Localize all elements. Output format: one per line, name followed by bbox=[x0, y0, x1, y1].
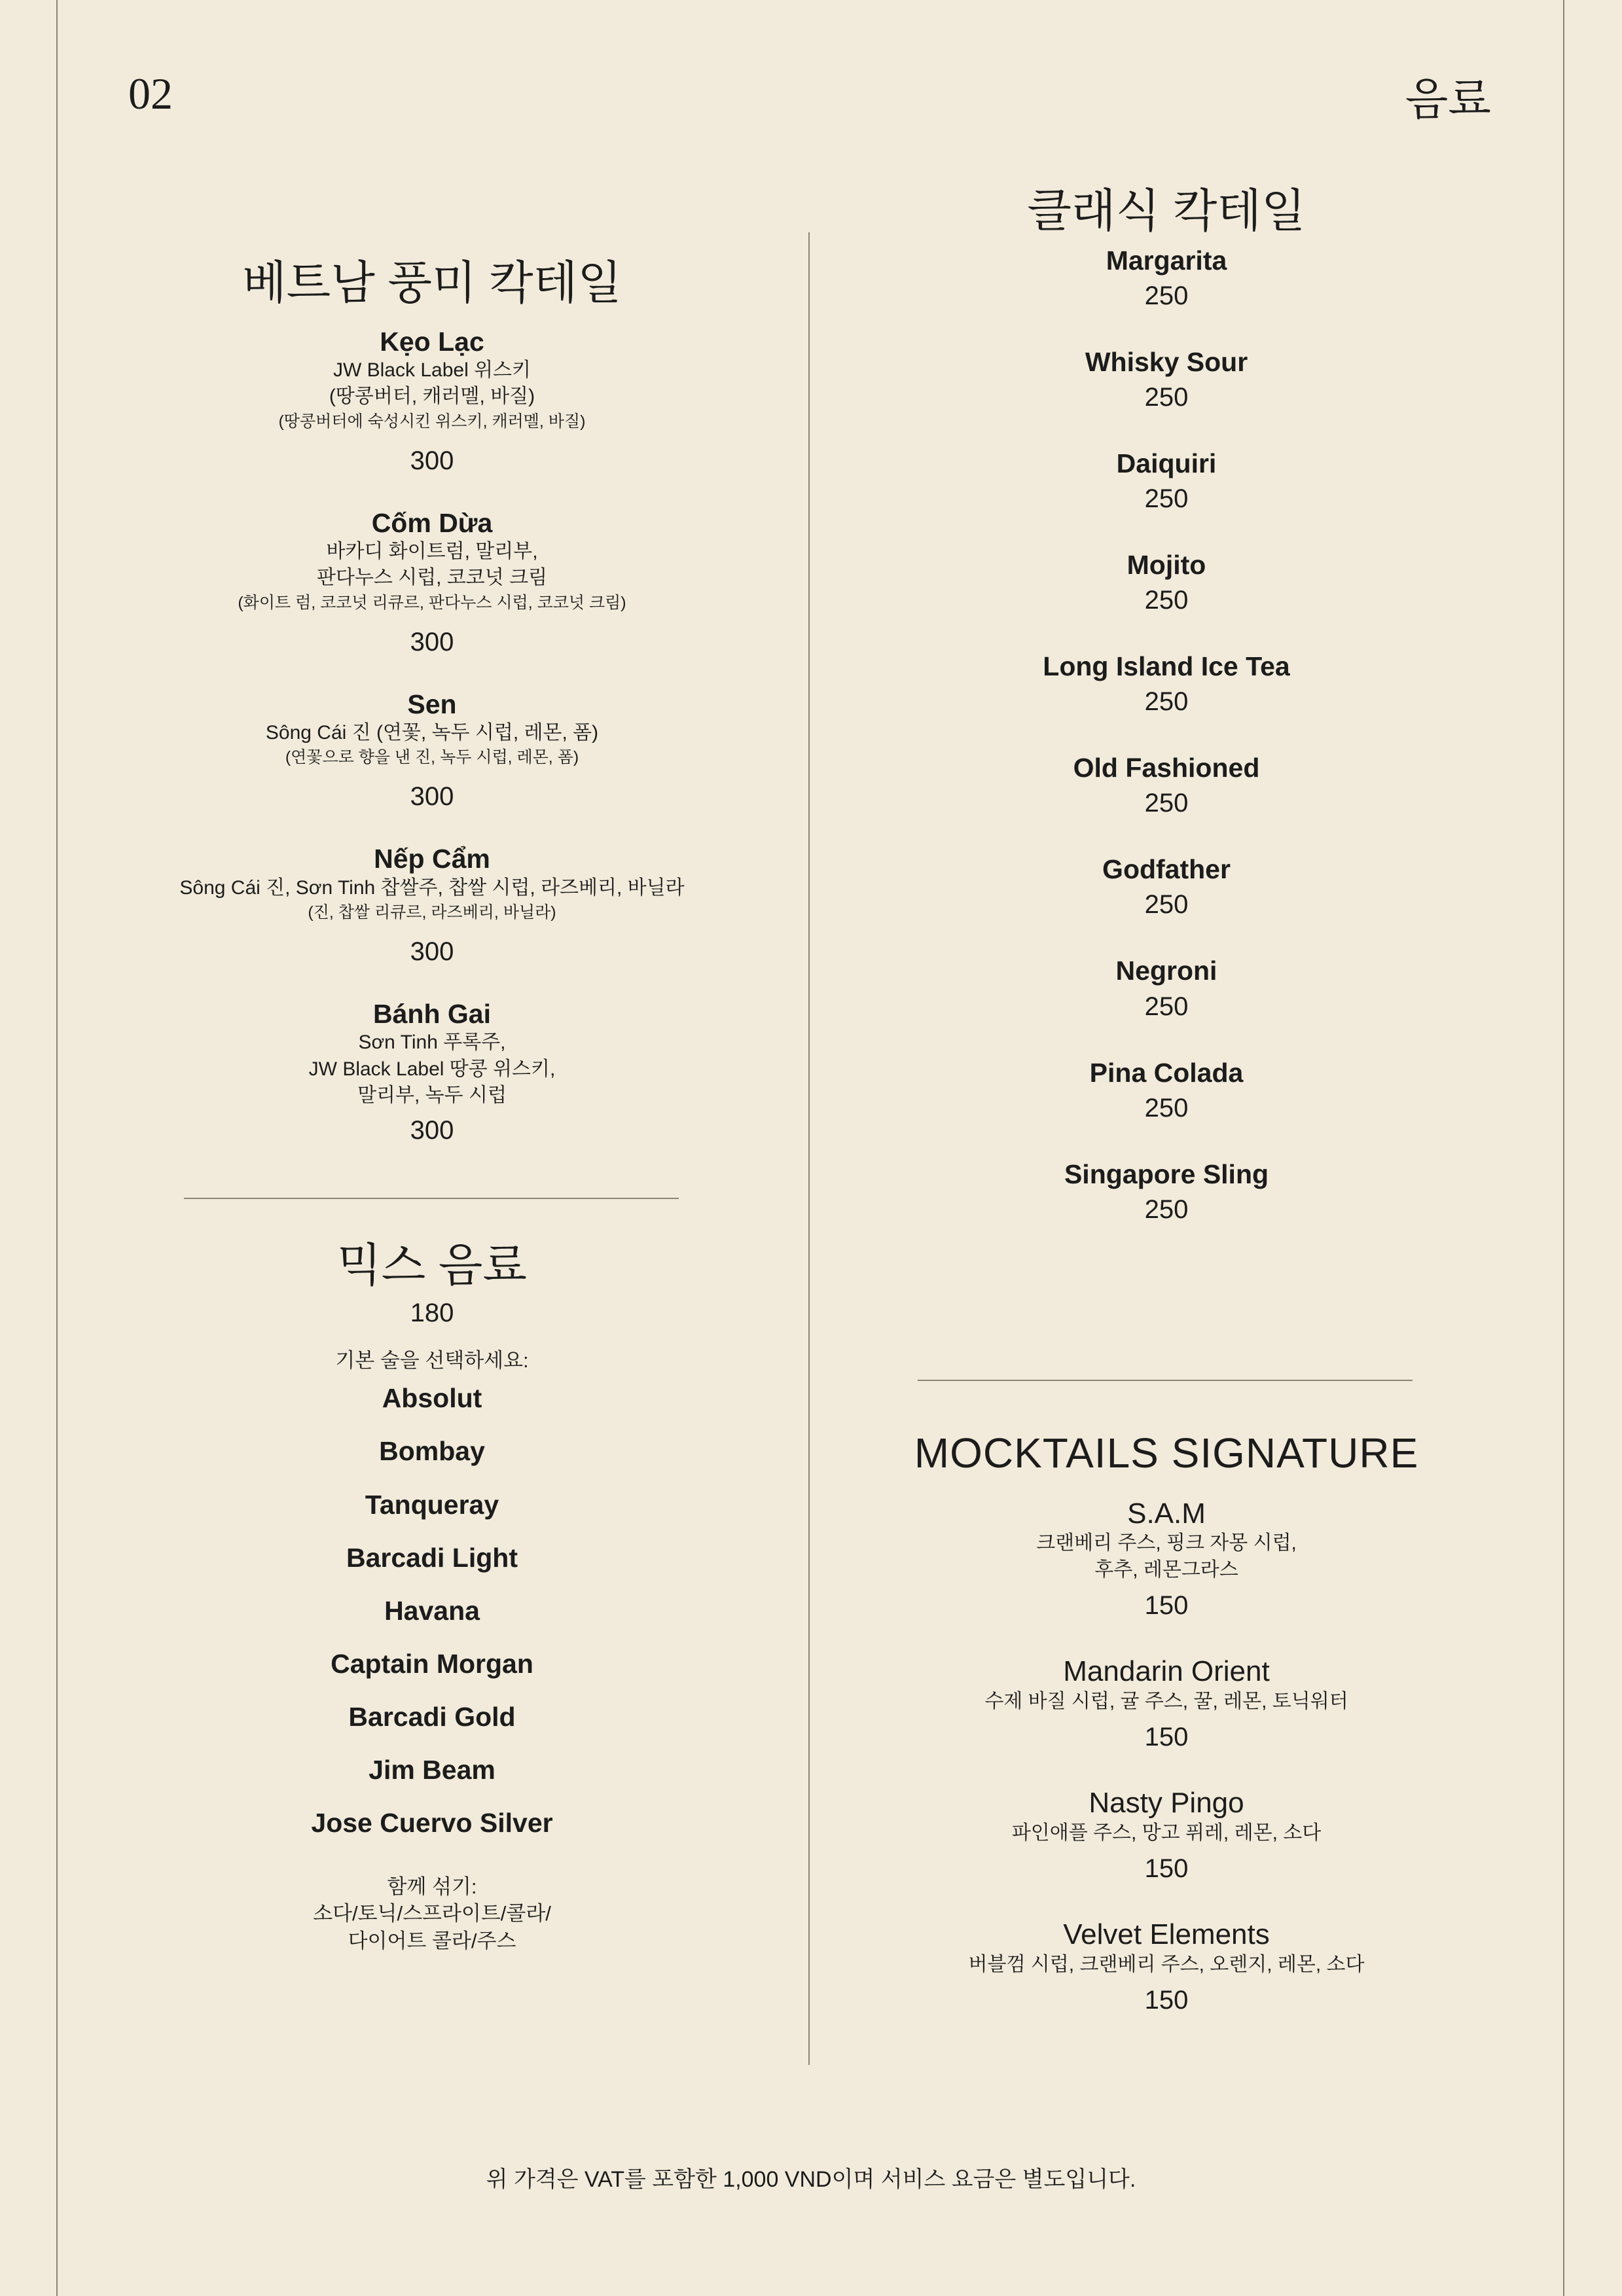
cocktail-note: (땅콩버터에 숙성시킨 위스키, 캐러멜, 바질) bbox=[278, 412, 586, 431]
classic-cocktail-name: Singapore Sling bbox=[1064, 1158, 1269, 1189]
mixer-list bbox=[131, 1900, 733, 1955]
cocktail-name: Kẹo Lạc bbox=[380, 326, 484, 357]
mixer-line: 소다/토닉/스프라이트/콜라/ bbox=[313, 1902, 551, 1926]
mocktails-section bbox=[892, 1429, 1441, 2016]
classic-cocktail-item bbox=[892, 550, 1441, 616]
page-edge-left bbox=[56, 0, 58, 2296]
mocktail-description: 버블껌 시럽, 크랜베리 주스, 오렌지, 레몬, 소다 bbox=[968, 1953, 1365, 1975]
spirit-option: Jim Beam bbox=[369, 1755, 496, 1785]
classic-cocktail-price: 250 bbox=[1144, 890, 1189, 920]
spirit-option: Absolut bbox=[382, 1383, 482, 1414]
mixed-drinks-title: 믹스 음료 bbox=[337, 1240, 527, 1291]
classic-cocktail-price: 250 bbox=[1144, 586, 1189, 615]
classic-cocktail-name: Margarita bbox=[1106, 245, 1227, 276]
vietnamese-cocktails-section bbox=[131, 257, 733, 1146]
mocktail-description: 수제 바질 시럽, 귤 주스, 꿀, 레몬, 토닉워터 bbox=[984, 1690, 1348, 1712]
cocktail-name: Bánh Gai bbox=[373, 999, 491, 1030]
classic-cocktail-name: Godfather bbox=[1102, 854, 1231, 885]
mocktail-price: 150 bbox=[1144, 1986, 1189, 2015]
vietnamese-cocktails-list bbox=[131, 327, 733, 1146]
cocktail-description: 바카디 화이트럼, 말리부, bbox=[326, 540, 538, 562]
cocktail-description: Sông Cái 진 (연꽃, 녹두 시럽, 레몬, 폼) bbox=[265, 721, 599, 744]
column-divider bbox=[808, 232, 810, 2065]
mocktail-description: 파인애플 주스, 망고 퓌레, 레몬, 소다 bbox=[1011, 1821, 1322, 1844]
cocktail-description: 판다누스 시럽, 코코넛 크림 bbox=[316, 567, 548, 589]
mocktail-item bbox=[892, 1498, 1441, 1622]
classic-cocktail-price: 250 bbox=[1144, 1194, 1189, 1224]
classic-cocktail-price: 250 bbox=[1144, 789, 1189, 818]
mocktail-price: 150 bbox=[1144, 1723, 1189, 1752]
mixed-drinks-section bbox=[131, 1239, 733, 1955]
cocktail-item bbox=[131, 327, 733, 476]
mocktail-name: Nasty Pingo bbox=[1089, 1787, 1244, 1820]
classic-cocktail-price: 250 bbox=[1144, 687, 1189, 717]
classic-cocktail-price: 250 bbox=[1144, 484, 1189, 513]
classic-cocktail-name: Negroni bbox=[1115, 956, 1217, 986]
classic-cocktail-item bbox=[892, 245, 1441, 312]
classic-cocktail-item bbox=[892, 956, 1441, 1022]
classic-cocktail-name: Pina Colada bbox=[1089, 1057, 1244, 1088]
mocktail-name: S.A.M bbox=[1127, 1497, 1206, 1530]
mocktail-description: 후추, 레몬그라스 bbox=[1094, 1558, 1238, 1581]
mocktails-list bbox=[892, 1498, 1441, 2017]
classic-cocktail-name: Whisky Sour bbox=[1085, 346, 1248, 377]
classic-cocktails-section bbox=[892, 185, 1441, 1225]
page-heading: 음료 bbox=[1405, 75, 1491, 124]
mixer-line: 다이어트 콜라/주스 bbox=[348, 1929, 516, 1953]
spirit-option: Jose Cuervo Silver bbox=[311, 1808, 553, 1839]
classic-cocktails-list bbox=[892, 245, 1441, 1225]
mocktails-title: MOCKTAILS SIGNATURE bbox=[914, 1429, 1419, 1477]
spirit-list bbox=[131, 1383, 733, 1839]
page-number: 02 bbox=[128, 69, 173, 118]
classic-cocktail-item bbox=[892, 854, 1441, 920]
spirit-option: Captain Morgan bbox=[331, 1649, 533, 1679]
cocktail-item bbox=[131, 689, 733, 813]
mocktail-item bbox=[892, 1918, 1441, 2016]
cocktail-note: (진, 찹쌀 리큐르, 라즈베리, 바닐라) bbox=[308, 903, 556, 922]
classic-cocktail-item bbox=[892, 651, 1441, 717]
classic-cocktail-item bbox=[892, 1058, 1441, 1124]
classic-cocktails-title: 클래식 칵테일 bbox=[1027, 185, 1306, 236]
classic-cocktail-item bbox=[892, 347, 1441, 413]
classic-cocktail-name: Old Fashioned bbox=[1073, 753, 1260, 783]
mixers-label: 함께 섞기: bbox=[387, 1874, 477, 1898]
spirit-option: Barcadi Gold bbox=[348, 1702, 516, 1732]
cocktail-name: Nếp Cẩm bbox=[374, 844, 490, 874]
cocktail-price: 300 bbox=[410, 937, 454, 967]
cocktail-item bbox=[131, 999, 733, 1146]
cocktail-item bbox=[131, 844, 733, 967]
classic-cocktail-item bbox=[892, 1159, 1441, 1225]
classic-cocktail-price: 250 bbox=[1144, 992, 1189, 1021]
mixed-drinks-price: 180 bbox=[410, 1298, 454, 1327]
choose-spirit-label: 기본 술을 선택하세요: bbox=[335, 1348, 529, 1372]
cocktail-description: Sơn Tinh 푸록주, bbox=[358, 1031, 506, 1054]
cocktail-price: 300 bbox=[410, 1115, 454, 1145]
classic-cocktail-item bbox=[892, 753, 1441, 819]
classic-cocktail-price: 250 bbox=[1144, 382, 1189, 412]
spirit-option: Tanqueray bbox=[365, 1489, 499, 1520]
classic-cocktail-price: 250 bbox=[1144, 281, 1189, 310]
mocktail-price: 150 bbox=[1144, 1854, 1189, 1884]
mocktail-price: 150 bbox=[1144, 1591, 1189, 1621]
classic-cocktail-name: Daiquiri bbox=[1116, 448, 1217, 478]
page-edge-right bbox=[1563, 0, 1564, 2296]
cocktail-price: 300 bbox=[410, 627, 454, 656]
mocktail-description: 크랜베리 주스, 핑크 자몽 시럽, bbox=[1036, 1532, 1297, 1554]
cocktail-description: 말리부, 녹두 시럽 bbox=[357, 1085, 507, 1107]
mocktail-item bbox=[892, 1655, 1441, 1753]
cocktail-description: (땅콩버터, 캐러멜, 바질) bbox=[329, 386, 535, 408]
cocktail-note: (화이트 럼, 코코넛 리큐르, 판다누스 시럽, 코코넛 크림) bbox=[238, 593, 626, 612]
cocktail-item bbox=[131, 508, 733, 658]
cocktail-price: 300 bbox=[410, 446, 454, 475]
cocktail-description: JW Black Label 땅콩 위스키, bbox=[308, 1058, 556, 1080]
cocktail-price: 300 bbox=[410, 782, 454, 812]
classic-cocktail-price: 250 bbox=[1144, 1093, 1189, 1122]
classic-cocktail-item bbox=[892, 448, 1441, 514]
cocktail-name: Cốm Dừa bbox=[371, 507, 493, 538]
spirit-option: Havana bbox=[384, 1595, 480, 1626]
section-divider-right bbox=[918, 1380, 1413, 1381]
cocktail-note: (연꽃으로 향을 낸 진, 녹두 시럽, 레몬, 폼) bbox=[285, 748, 579, 767]
classic-cocktail-name: Long Island Ice Tea bbox=[1043, 651, 1290, 682]
cocktail-description: JW Black Label 위스키 bbox=[333, 359, 532, 381]
cocktail-description: Sông Cái 진, Sơn Tinh 찹쌀주, 찹쌀 시럽, 라즈베리, 바닐라 bbox=[179, 876, 685, 899]
classic-cocktail-name: Mojito bbox=[1126, 549, 1206, 580]
price-note: 위 가격은 VAT를 포함한 1,000 VND이며 서비스 요금은 별도입니다. bbox=[486, 2167, 1136, 2192]
section-divider-left bbox=[184, 1198, 679, 1199]
spirit-option: Bombay bbox=[379, 1436, 485, 1467]
vietnamese-cocktails-title: 베트남 풍미 칵테일 bbox=[242, 257, 622, 308]
mocktail-name: Velvet Elements bbox=[1063, 1918, 1270, 1951]
cocktail-name: Sen bbox=[407, 689, 457, 719]
spirit-option: Barcadi Light bbox=[346, 1542, 518, 1573]
mocktail-item bbox=[892, 1787, 1441, 1884]
mocktail-name: Mandarin Orient bbox=[1063, 1655, 1270, 1688]
